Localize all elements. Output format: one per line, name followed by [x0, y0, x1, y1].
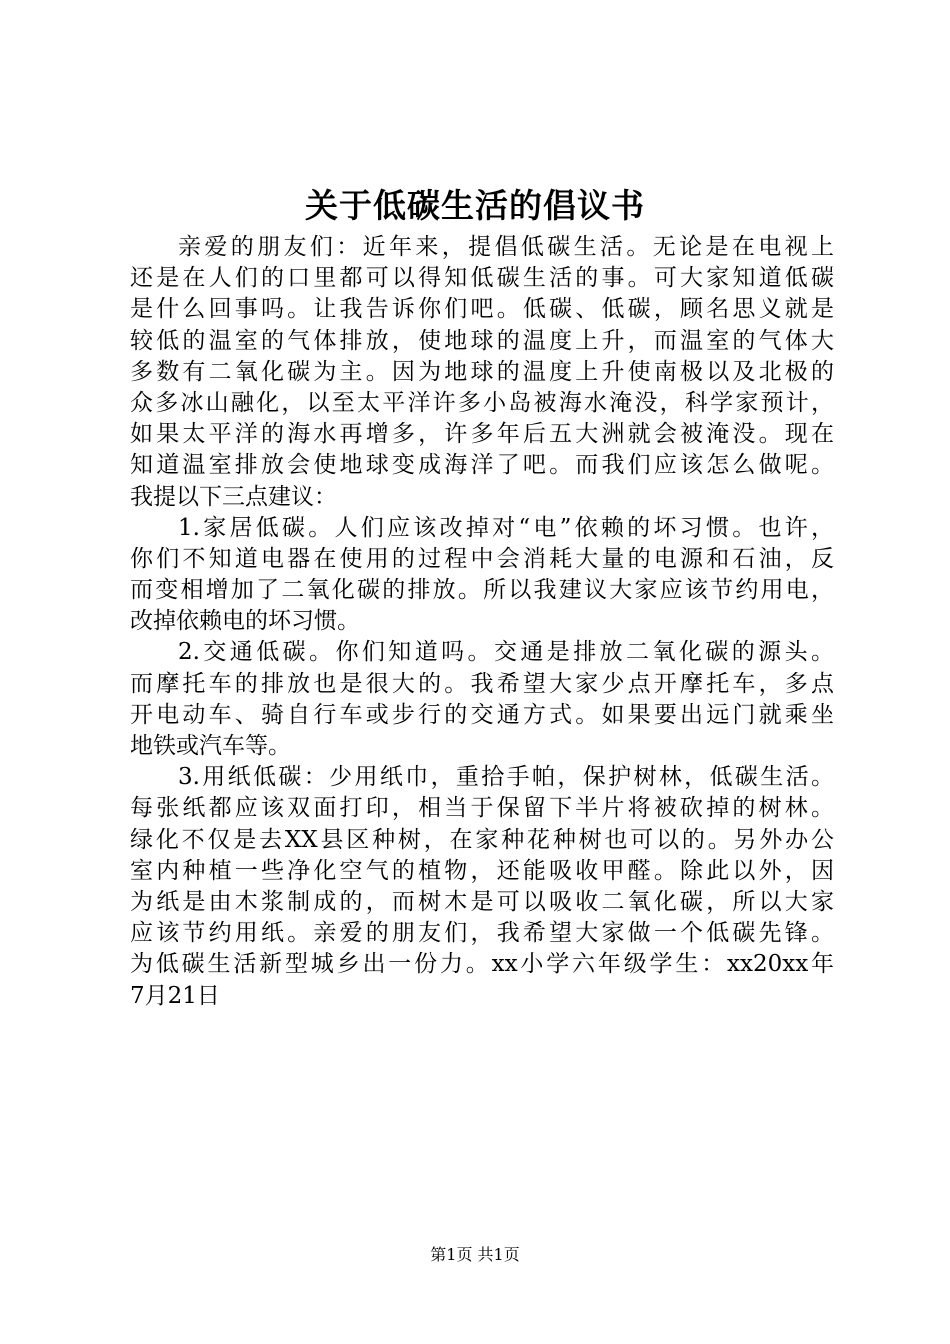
- paragraph-line: 每张纸都应该双面打印，相当于保留下半片将被砍掉的树林。: [130, 795, 834, 822]
- paragraph-line: 而变相增加了二氧化碳的排放。所以我建议大家应该节约用电，: [130, 577, 834, 604]
- paragraph-line: 你们不知道电器在使用的过程中会消耗大量的电源和石油，反: [130, 545, 834, 572]
- paragraph-line: 亲爱的朋友们：近年来，提倡低碳生活。无论是在电视上: [178, 234, 834, 260]
- paragraph-line: 多数有二氧化碳为主。因为地球的温度上升使南极以及北极的: [130, 358, 834, 385]
- paragraph-line: 室内种植一些净化空气的植物，还能吸收甲醛。除此以外，因: [130, 857, 834, 884]
- paragraph-line: 较低的温室的气体排放，使地球的温度上升，而温室的气体大: [130, 327, 834, 354]
- paragraph-line: 绿化不仅是去XX县区种树，在家种花种树也可以的。另外办公: [130, 826, 834, 853]
- paragraph-line: 地铁或汽车等。: [130, 733, 291, 759]
- page-number-footer: 第1页 共1页: [430, 1245, 520, 1264]
- paragraph-line: 为纸是由木浆制成的，而树木是可以吸收二氧化碳，所以大家: [130, 888, 834, 915]
- paragraph-line: 众多冰山融化，以至太平洋许多小岛被海水淹没，科学家预计，: [130, 389, 834, 416]
- paragraph-line: 而摩托车的排放也是很大的。我希望大家少点开摩托车，多点: [130, 670, 834, 697]
- document-title: 关于低碳生活的倡议书: [305, 186, 645, 225]
- paragraph-line: 开电动车、骑自行车或步行的交通方式。如果要出远门就乘坐: [130, 701, 834, 728]
- paragraph-line: 如果太平洋的海水再增多，许多年后五大洲就会被淹没。现在: [130, 421, 834, 448]
- paragraph-line: 为低碳生活新型城乡出一份力。xx小学六年级学生：xx20xx年: [130, 951, 834, 978]
- document-body: [130, 232, 834, 1012]
- paragraph-line: 是什么回事吗。让我告诉你们吧。低碳、低碳，顾名思义就是: [130, 296, 834, 323]
- paragraph-line: 改掉依赖电的坏习惯。: [130, 608, 360, 635]
- paragraph-line: 还是在人们的口里都可以得知低碳生活的事。可大家知道低碳: [130, 265, 834, 292]
- paragraph-line: 我提以下三点建议：: [130, 483, 337, 510]
- paragraph-line: 7月21日: [130, 982, 220, 1009]
- paragraph-line: 2.交通低碳。你们知道吗。交通是排放二氧化碳的源头。: [178, 639, 834, 666]
- paragraph-line: 3.用纸低碳：少用纸巾，重拾手帕，保护树林，低碳生活。: [178, 764, 834, 791]
- paragraph-line: 知道温室排放会使地球变成海洋了吧。而我们应该怎么做呢。: [130, 452, 834, 479]
- paragraph-line: 应该节约用纸。亲爱的朋友们，我希望大家做一个低碳先锋。: [130, 920, 834, 947]
- paragraph-line: 1.家居低碳。人们应该改掉对“电”依赖的坏习惯。也许，: [178, 514, 834, 541]
